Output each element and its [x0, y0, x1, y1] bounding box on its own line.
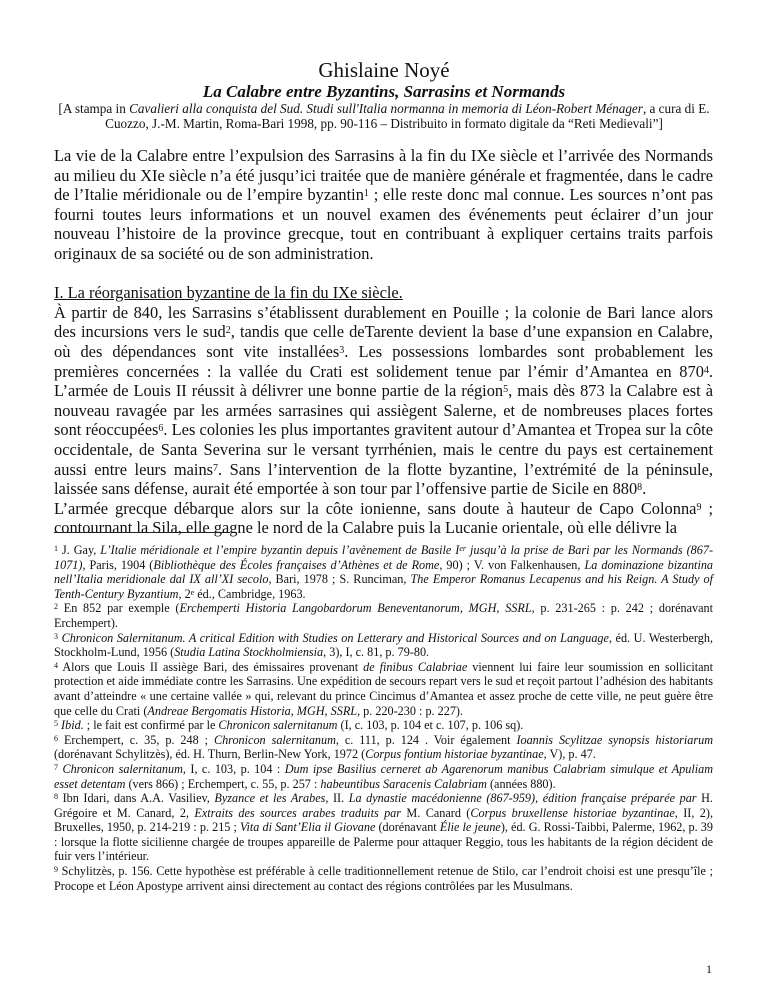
italic-text: Vita di Sant’Elia il Giovane: [239, 820, 376, 835]
text-run: , I, c. 103, p. 104 :: [182, 761, 285, 776]
italic-text: La dynastie macédonienne (867-959), édition française préparée par: [348, 791, 697, 806]
footnote-2: [54, 601, 713, 630]
footnote-ref: er: [459, 544, 467, 553]
text-run: ; contournant la Sila, elle gagne le nord de la Calabre puis la Lucanie orientale, où elle délivre la: [54, 498, 714, 538]
text-run: (années 880).: [486, 776, 556, 791]
text-run: , mais dès 873 la Calabre est à nouveau ravagée par les armées sarrasines qui assiègent Salerne, et de nombreuses places fortes sont réoccupées: [54, 381, 713, 440]
footnote-ref: 3: [339, 344, 345, 356]
italic-text: Bibliothèque des Écoles françaises d’Athènes et de Rome: [153, 557, 440, 572]
text-run: éd., Cambridge, 1963.: [194, 586, 306, 601]
text-run: , V), p. 47.: [543, 747, 596, 762]
footnote-7: [54, 762, 713, 791]
footnote-ref: 7: [54, 762, 58, 772]
text-run: , Paris, 1904 (: [82, 557, 154, 572]
text-run: Alors que Louis II assiège Bari, des émissaires provenant: [58, 659, 364, 674]
text-run: ; elle reste donc mal connue. Les sources n’ont pas fourni toutes leurs informations et un nouvel examen des événements peut éclairer d’un jour nouveau l’histoire de la province grecque, tout en contribuant à expliquer certains traits parfois originaux de sa société ou de son administration.: [54, 185, 713, 263]
text-run: , éd. U. Westerbergh, Stockholm-Lund, 1956 (: [54, 630, 713, 660]
footnote-ref: 2: [54, 602, 58, 612]
text-run: J. Gay,: [58, 543, 101, 557]
text-run: , 3), I, c. 81, p. 79-80.: [323, 645, 430, 660]
footnote-9: [54, 864, 713, 893]
text-run: viennent lui faire leur soumission en sollicitant protection et aide immédiate contre les Sarrasins. Une expédition de secours repart vers le sud et reçoit partout l’adhésion des habitants avant d’atteindre « une certaine vallée » qui, relevant du prince Cincimus d’Amantea et assez proche de cette ville, ne peut guère être que celle du Crati (: [54, 659, 713, 718]
footnote-ref: 1: [363, 188, 369, 200]
footnote-ref: 5: [503, 384, 509, 396]
italic-text: Studia Latina Stockholmiensia: [174, 645, 324, 660]
text-run: (vers 866) ; Erchempert, c. 55, p. 257 :: [125, 776, 321, 791]
text-run: (dorénavant Schylitzès), éd. H. Thurn, Berlin-New York, 1972 (: [54, 747, 366, 762]
section-paragraph: [54, 303, 713, 499]
italic-text: Corpus bruxellense historiae byzantinae: [470, 805, 675, 820]
intro-paragraph: [54, 146, 713, 264]
text-run: , 90) ; V. von Falkenhausen,: [439, 557, 585, 572]
footnote-ref: 2: [225, 325, 231, 337]
italic-text: Chronicon salernitanum: [218, 718, 338, 733]
article-title: La Calabre entre Byzantins, Sarrasins et Normands: [202, 82, 566, 101]
footnote-ref: 3: [54, 631, 58, 641]
text-run: , 2: [178, 586, 191, 601]
footnote-5: [54, 718, 713, 733]
footnote-4: [54, 660, 713, 718]
footnote-ref: e: [190, 587, 195, 597]
footnote-ref: 6: [54, 733, 58, 743]
document-header: [0, 58, 768, 131]
italic-text: Erchemperti Historia Langobardorum Beneventanorum, MGH, SSRL: [179, 601, 532, 616]
footnote-separator: [54, 532, 230, 533]
italic-text: jusqu’à la prise de Bari par les Normands (867-1071): [54, 543, 714, 572]
text-run: L’armée grecque débarque alors sur la côte ionienne, sans doute à hauteur de Capo Colonna: [54, 498, 697, 518]
text-run: , Bari, 1978 ; S. Runciman,: [268, 572, 411, 587]
text-run: . L’armée de Louis II réussit à délivrer une bonne partie de la région: [54, 361, 713, 401]
text-run: , p. 231-265 : p. 242 ; dorénavant Erchempert).: [54, 601, 713, 630]
italic-text: Chronicon salernitanum: [62, 761, 183, 776]
text-run: , a cura di E. Cuozzo, J.-M. Martin, Roma-Bari 1998, pp. 90-116 – Distribuito in formato digitale da “Reti Medievali”]: [105, 101, 710, 131]
italic-text: Corpus fontium historiae byzantinae: [365, 747, 544, 762]
text-run: . Les possessions lombardes sont probablement les premières concernées : la vallée du Crati est solidement tenue par l’émir d’Amantea en 870: [54, 341, 713, 381]
text-run: Ibn Idari, dans A.A. Vasiliev,: [58, 791, 215, 806]
text-run: , tandis que celle deTarente devient la base d’une expansion en Calabre, où des dépendances sont vite installées: [54, 322, 713, 361]
main-text: [54, 146, 713, 538]
text-run: En 852 par exemple (: [58, 601, 180, 616]
footnote-8: [54, 791, 713, 864]
text-run: . Les colonies les plus importantes gravitent autour d’Amantea et Tropea sur la côte occidentale, de Santa Severina sur le versant tyrrhénien, mais le centre du pays est certainement aussi entre leurs mains: [54, 420, 713, 479]
footnote-ref: 9: [696, 501, 702, 513]
author-name: Ghislaine Noyé: [318, 58, 450, 82]
footnote-ref: 4: [703, 364, 709, 376]
page-number: 1: [706, 962, 712, 976]
text-run: [A stampa in: [58, 101, 130, 116]
section-heading: I. La réorganisation byzantine de la fin du IXe siècle.: [54, 283, 403, 303]
text-run: (I, c. 103, p. 104 et c. 107, p. 106 sq).: [337, 718, 524, 733]
footnote-6: [54, 733, 713, 762]
text-run: . Sans l’intervention de la flotte byzantine, l’extrémité de la péninsule, laissée sans défense, aurait été emportée à son tour par l’offensive partie de Sicile en 880: [54, 459, 713, 499]
italic-text: Byzance et les Arabes: [214, 791, 326, 806]
text-run: ), éd. G. Rossi-Taibbi, Palerme, 1962, p. 39 : lorsque la flotte sicilienne chargée de troupes appareille de Palerme pour attaquer Reggio, tous les habitants de la région décident de fuir vers l’intérieur.: [54, 820, 713, 864]
text-run: .: [642, 479, 647, 499]
text-run: (dorénavant: [375, 820, 440, 835]
footnotes: [54, 543, 713, 893]
italic-text: Chronicon salernitanum: [213, 732, 336, 747]
footnote-ref: 5: [54, 719, 58, 729]
text-run: M. Canard (: [401, 805, 471, 820]
text-run: La vie de la Calabre entre l’expulsion des Sarrasins à la fin du IXe siècle et l’arrivée des Normands au milieu du XIe siècle n’a été jusqu’ici traitée que de manière générale et fragmentée, dans le cadre de l’Italie méridionale ou de l’empire byzantin: [54, 146, 713, 205]
footnote-ref: 6: [158, 423, 164, 435]
italic-text: de finibus Calabriae: [363, 659, 468, 674]
italic-text: habeuntibus Saracenis Calabriam: [320, 776, 487, 791]
italic-text: La dominazione bizantina nell’Italia meridionale dal IX all’XI secolo: [54, 557, 714, 587]
footnote-ref: 7: [213, 462, 219, 474]
footnote-ref: 9: [54, 865, 58, 875]
footnote-ref: 8: [637, 482, 643, 494]
italic-text: The Emperor Romanus Lecapenus and his Reign. A Study of Tenth-Century Byzantium: [54, 572, 714, 601]
text-run: Schylitzès, p. 156. Cette hypothèse est préférable à celle traditionnellement retenue de Stilo, car l’endroit choisi est une presqu’île ; Procope et Léon Apostype arrivent ainsi directement au contact des régions contrôlées par les Musulmans.: [54, 864, 713, 893]
footnote-ref: 4: [54, 660, 58, 670]
italic-text: Élie le jeune: [439, 820, 501, 835]
text-run: , c. 111, p. 124 . Voir également: [335, 732, 517, 747]
italic-text: Cavalieri alla conquista del Sud. Studi sull'Italia normanna in memoria di Léon-Robert Ménager: [129, 101, 643, 116]
text-run: , II.: [325, 791, 349, 806]
footnote-ref: 8: [54, 792, 58, 802]
footnote-ref: 1: [54, 544, 58, 553]
italic-text: Dum ipse Basilius cerneret ab Agarenorum manibus Calabriam simulque et Apuliam esset detentam: [54, 761, 714, 791]
text-run: , p. 220-230 : p. 227).: [357, 703, 464, 718]
text-run: À partir de 840, les Sarrasins s’établissent durablement en Pouille ; la colonie de Bari lance alors des incursions vers le sud: [54, 302, 713, 342]
text-run: , II, 2), Bruxelles, 1950, p. 214-219 : p. 215 ;: [54, 805, 714, 835]
text-run: H. Grégoire et M. Canard, 2,: [54, 791, 713, 820]
source-note: [44, 102, 724, 131]
italic-text: Chronicon Salernitanum. A critical Edition with Studies on Letterary and Historical Sources and on Language: [61, 630, 609, 645]
italic-text: Ibid.: [61, 718, 84, 733]
italic-text: Andreae Bergomatis Historia, MGH, SSRL: [147, 703, 358, 718]
italic-text: Extraits des sources arabes traduits par: [194, 805, 402, 820]
italic-text: L’Italie méridionale et l’empire byzantin depuis l’avènement de Basile I: [100, 543, 460, 557]
text-run: ; le fait est confirmé par le: [83, 718, 219, 733]
footnote-1: [54, 543, 713, 601]
italic-text: Ioannis Scylitzae synopsis historiarum: [516, 732, 713, 747]
footnote-3: [54, 631, 713, 660]
text-run: Erchempert, c. 35, p. 248 ;: [58, 732, 214, 747]
